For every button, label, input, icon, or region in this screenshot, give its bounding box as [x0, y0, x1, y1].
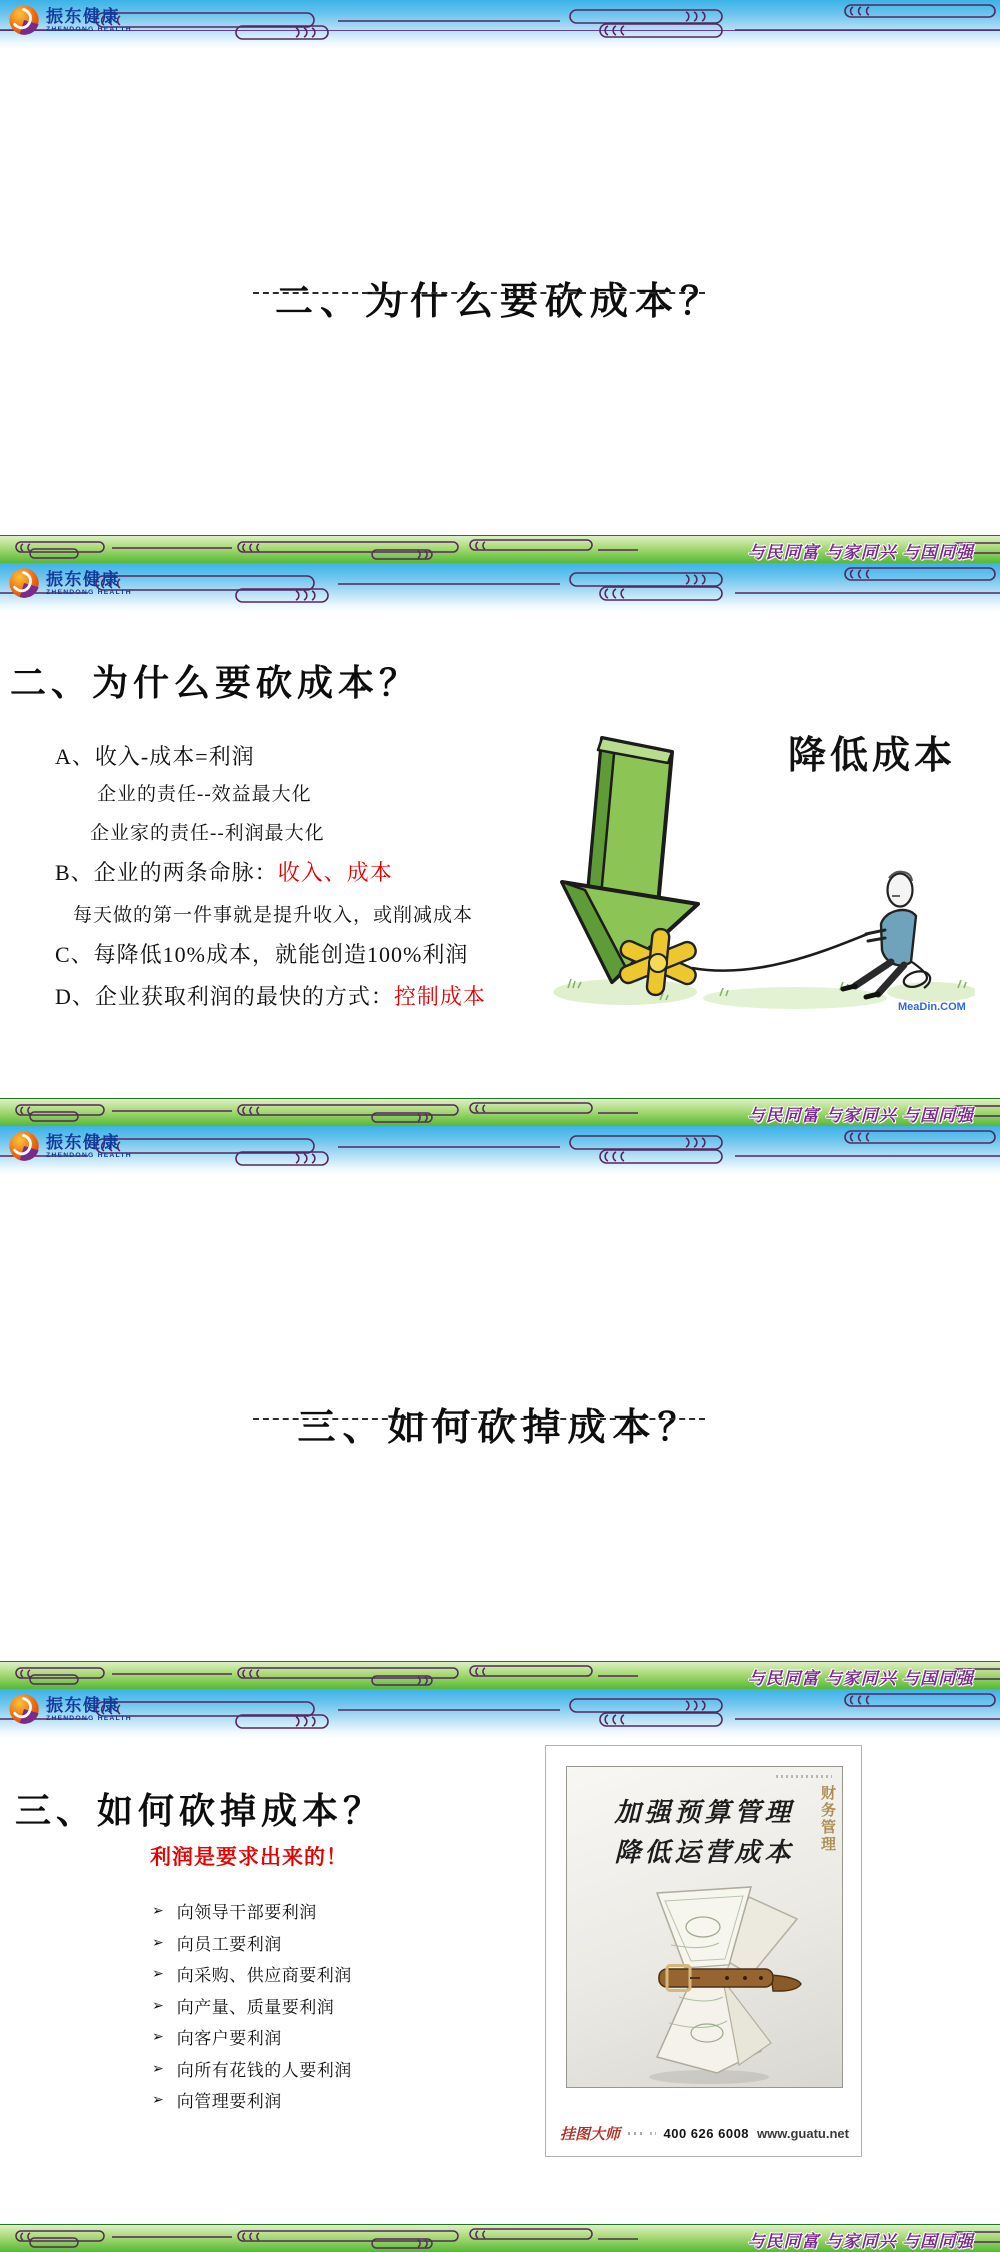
- slide-header: [0, 1126, 1000, 1176]
- slide-header: [0, 1689, 1000, 1739]
- slide-footer-banner: [0, 535, 1000, 563]
- slide-footer-banner: [0, 1661, 1000, 1689]
- scroll-deco-icon: [0, 1689, 1000, 1739]
- brand-name-en: ZHENDONG HEALTH: [46, 1152, 132, 1160]
- profit-bullet-list: [152, 1895, 352, 2116]
- slide-header: [0, 563, 1000, 613]
- list-item: [152, 2021, 352, 2053]
- point-b-red-text: 收入、成本: [277, 860, 393, 885]
- slide-2: [0, 563, 1000, 1126]
- arrow-bullet-icon: ➢: [152, 2091, 164, 2108]
- poster-fineprint: [628, 2132, 642, 2135]
- bullet-text: 向客户要利润: [176, 2029, 282, 2049]
- arrow-bullet-icon: ➢: [152, 2059, 164, 2076]
- slide-4: [0, 1689, 1000, 2252]
- scroll-deco-icon: [0, 0, 1000, 50]
- arrow-bullet-icon: ➢: [152, 1902, 164, 1919]
- slide-1: [0, 0, 1000, 563]
- company-motto: 与民同富 与家同兴 与国同强: [747, 1669, 974, 1688]
- arrow-bullet-icon: ➢: [152, 1965, 164, 1982]
- slide2-title: 二、为什么要砍成本？: [10, 662, 421, 703]
- bullet-text: 向管理要利润: [176, 2092, 282, 2112]
- point-d-red-text: 控制成本: [393, 984, 486, 1009]
- slide1-title: 二、为什么要砍成本？: [274, 281, 725, 324]
- point-d: [55, 980, 486, 1011]
- poster-fineprint: [776, 1775, 832, 1778]
- cartoon-caption: 降低成本: [788, 735, 957, 777]
- company-motto: 与民同富 与家同兴 与国同强: [747, 2232, 974, 2251]
- list-item: [152, 2053, 352, 2085]
- poster-phone: 400 626 6008: [663, 2125, 750, 2141]
- scroll-deco-icon: [0, 1126, 1000, 1176]
- slide-footer-banner: [0, 1098, 1000, 1126]
- brand-name-cn: 振东健康: [46, 7, 120, 27]
- poster-headline: [567, 1793, 842, 1874]
- list-item: [152, 1958, 352, 1990]
- brand-logo: [8, 567, 132, 601]
- arrow-bullet-icon: ➢: [152, 2028, 164, 2045]
- brand-name-en: ZHENDONG HEALTH: [46, 1715, 132, 1723]
- lead-statement: 利润是要求出来的！: [150, 1845, 348, 1869]
- point-a: A、收入-成本=利润: [55, 744, 255, 769]
- point-d-text: D、企业获取利润的最快的方式：: [55, 984, 394, 1009]
- point-b-text: B、企业的两条命脉：: [55, 860, 278, 885]
- brand-name-cn: 振东健康: [46, 1696, 120, 1716]
- title-underline-dashed: [253, 1418, 705, 1420]
- poster-footer: [560, 2120, 849, 2146]
- belt-tightened-money-icon: [599, 1885, 809, 2085]
- poster-headline-line1: 加强预算管理: [614, 1798, 795, 1827]
- point-a-sub1: 企业的责任--效益最大化: [97, 784, 312, 805]
- slide-footer-banner: [0, 2224, 1000, 2252]
- brand-logo: [8, 1130, 132, 1164]
- list-item: [152, 2084, 352, 2116]
- poster-vendor-logo: 挂图大师: [560, 2126, 621, 2143]
- brand-name-cn: 振东健康: [46, 570, 120, 590]
- point-b: [55, 856, 393, 887]
- cartoon-watermark: MeaDin.COM: [898, 1001, 966, 1013]
- zhendong-sun-swoosh-icon: [8, 1693, 42, 1727]
- poster-artwork: [566, 1766, 843, 2088]
- brand-name-en: ZHENDONG HEALTH: [46, 26, 132, 34]
- gold-seal: 财务管理: [819, 1785, 835, 1853]
- pulling-man-icon: [843, 872, 930, 997]
- company-motto: 与民同富 与家同兴 与国同强: [747, 1106, 974, 1125]
- scroll-deco-icon: [0, 563, 1000, 613]
- brand-name-cn: 振东健康: [46, 1133, 120, 1153]
- budget-poster: [545, 1745, 862, 2157]
- slide-3: [0, 1126, 1000, 1689]
- brand-logo: [8, 1693, 132, 1727]
- brand-logo: [8, 4, 132, 38]
- slide4-title: 三、如何砍掉成本？: [15, 1790, 385, 1831]
- poster-website: www.guatu.net: [757, 2125, 849, 2141]
- zhendong-sun-swoosh-icon: [8, 4, 42, 38]
- bullet-text: 向员工要利润: [176, 1934, 282, 1954]
- slide3-title: 三、如何砍掉成本？: [297, 1407, 703, 1450]
- slide-header: [0, 0, 1000, 50]
- arrow-bullet-icon: ➢: [152, 1933, 164, 1950]
- list-item: [152, 1895, 352, 1927]
- arrow-bullet-icon: ➢: [152, 1996, 164, 2013]
- company-motto: 与民同富 与家同兴 与国同强: [747, 543, 974, 562]
- list-item: [152, 1990, 352, 2022]
- zhendong-sun-swoosh-icon: [8, 1130, 42, 1164]
- poster-headline-line2: 降低运营成本: [614, 1838, 795, 1868]
- zhendong-sun-swoosh-icon: [8, 567, 42, 601]
- point-b-sub: 每天做的第一件事就是提升收入，或削减成本: [73, 905, 474, 926]
- poster-fineprint: [650, 2132, 656, 2135]
- brand-name-en: ZHENDONG HEALTH: [46, 589, 132, 597]
- cost-reduction-cartoon: [540, 700, 975, 1020]
- bullet-text: 向采购、供应商要利润: [176, 1966, 352, 1986]
- title-underline-dashed: [253, 292, 705, 294]
- list-item: [152, 1927, 352, 1959]
- bullet-text: 向产量、质量要利润: [176, 1997, 335, 2017]
- point-a-sub2: 企业家的责任--利润最大化: [90, 823, 325, 844]
- bullet-text: 向所有花钱的人要利润: [176, 2060, 352, 2080]
- point-c: C、每降低10%成本，就能创造100%利润: [55, 942, 469, 967]
- bullet-text: 向领导干部要利润: [176, 1903, 317, 1923]
